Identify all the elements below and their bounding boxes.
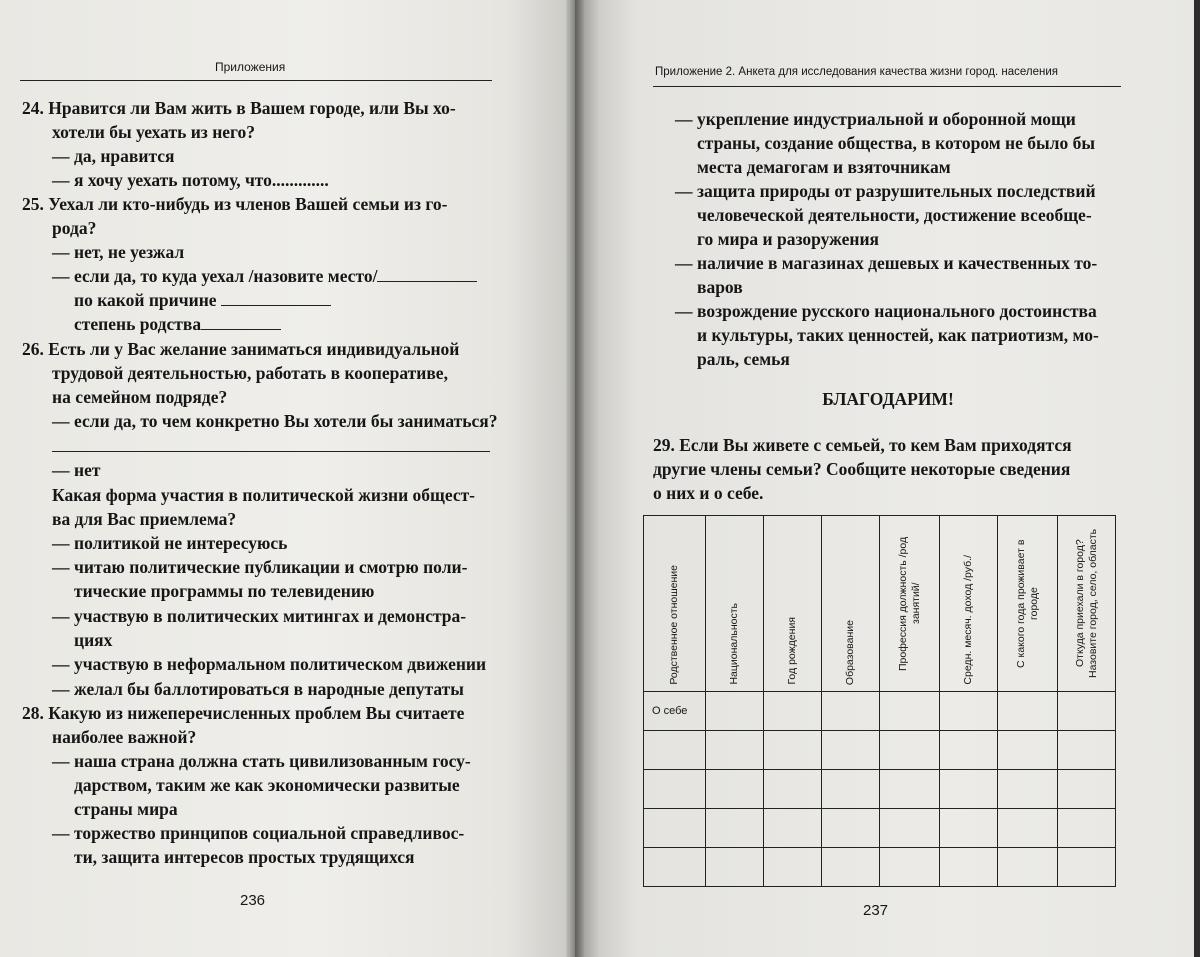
left-header-rule [20, 80, 492, 81]
header-origin: Откуда приехали в город? Назовите город, село, область [1058, 516, 1116, 692]
q26-line3: на семейном подряде? [52, 386, 227, 409]
table-row [644, 848, 1116, 887]
q29-line2: другие члены семьи? Сообщите некоторые сведения [653, 458, 1070, 481]
q28-option-6-cont2: раль, семья [697, 348, 790, 371]
q27-option-4: — участвую в неформальном политическом движении [52, 653, 486, 676]
q26-line1: 26. Есть ли у Вас желание заниматься индивидуальной [22, 338, 459, 361]
table-cell[interactable] [1058, 692, 1116, 731]
q28-option-6: — возрождение русского национального достоинства [675, 300, 1097, 323]
q24-line1: 24. Нравится ли Вам жить в Вашем городе, или Вы хо- [22, 97, 456, 120]
table-cell[interactable] [706, 770, 764, 809]
book-spread [0, 0, 1200, 957]
table-cell[interactable] [764, 848, 822, 887]
table-cell[interactable] [706, 731, 764, 770]
right-header-rule [653, 86, 1121, 87]
fill-blank-line[interactable] [221, 291, 331, 306]
q28-option-3-cont2: места демагогам и взяточникам [697, 156, 951, 179]
table-cell[interactable] [764, 770, 822, 809]
table-cell[interactable] [940, 770, 998, 809]
q28-line2: наиболее важной? [52, 726, 196, 749]
table-cell[interactable] [706, 809, 764, 848]
q25-option-where: — если да, то куда уехал /назовите место/ [52, 265, 477, 288]
table-cell[interactable] [940, 692, 998, 731]
answer-line[interactable] [52, 451, 490, 452]
table-row [644, 770, 1116, 809]
table-cell[interactable] [822, 809, 880, 848]
q25-relation: степень родства [74, 313, 281, 336]
q29-line3: о них и о себе. [653, 482, 763, 505]
table-cell[interactable] [764, 692, 822, 731]
table-cell[interactable] [644, 731, 706, 770]
header-birth-year: Год рождения [764, 516, 822, 692]
q28-option-1-cont: дарством, таким же как экономически развитые [74, 774, 460, 797]
q25-option-no: — нет, не уезжал [52, 241, 184, 264]
right-page-number: 237 [863, 902, 888, 919]
table-cell[interactable] [998, 731, 1058, 770]
q27-line2: ва для Вас приемлема? [52, 508, 236, 531]
left-page [0, 0, 575, 957]
q28-option-4: — защита природы от разрушительных последствий [675, 180, 1096, 203]
header-education: Образование [822, 516, 880, 692]
header-relation: Родственное отношение [644, 516, 706, 692]
q28-option-5-cont: варов [697, 276, 743, 299]
q28-option-4-cont: человеческой деятельности, достижение всеобще- [697, 204, 1092, 227]
q28-option-4-cont2: го мира и разоружения [697, 228, 879, 251]
q27-option-3-cont: циях [74, 629, 112, 652]
q24-option-leave: — я хочу уехать потому, что............. [52, 169, 329, 192]
q28-option-2-cont: ти, защита интересов простых трудящихся [74, 846, 415, 869]
table-cell[interactable] [880, 731, 940, 770]
q27-option-2-cont: тические программы по телевидению [74, 580, 374, 603]
table-cell[interactable] [940, 848, 998, 887]
table-cell[interactable] [822, 692, 880, 731]
header-nationality: Национальность [706, 516, 764, 692]
left-running-head: Приложения [215, 60, 285, 74]
right-page [575, 0, 1200, 957]
table-cell[interactable] [880, 809, 940, 848]
q24-line2: хотели бы уехать из него? [52, 121, 255, 144]
q27-line1: Какая форма участия в политической жизни общест- [52, 484, 475, 507]
q26-line2: трудовой деятельностью, работать в кооперативе, [52, 362, 448, 385]
page-edge [1194, 0, 1200, 957]
table-row [644, 692, 1116, 731]
q29-line1: 29. Если Вы живете с семьей, то кем Вам приходятся [653, 434, 1072, 457]
table-row [644, 731, 1116, 770]
table-cell[interactable] [998, 809, 1058, 848]
q28-option-1: — наша страна должна стать цивилизованным госу- [52, 750, 471, 773]
q26-option-yes: — если да, то чем конкретно Вы хотели бы заниматься? [52, 410, 498, 433]
q28-option-5: — наличие в магазинах дешевых и качественных то- [675, 252, 1097, 275]
book-gutter [566, 0, 584, 957]
q25-reason: по какой причине [74, 289, 331, 312]
table-cell[interactable] [998, 692, 1058, 731]
q28-option-1-cont2: страны мира [74, 798, 178, 821]
table-cell[interactable] [1058, 848, 1116, 887]
table-header-row [644, 516, 1116, 692]
table-row [644, 809, 1116, 848]
table-cell[interactable] [1058, 809, 1116, 848]
left-page-number: 236 [240, 892, 265, 909]
q26-option-no: — нет [52, 459, 100, 482]
table-cell[interactable] [644, 848, 706, 887]
table-cell[interactable] [1058, 731, 1116, 770]
header-profession: Профессия должность /род занятий/ [880, 516, 940, 692]
table-cell[interactable] [764, 809, 822, 848]
table-cell[interactable] [1058, 770, 1116, 809]
q27-option-3: — участвую в политических митингах и демонстра- [52, 605, 466, 628]
table-cell[interactable] [764, 731, 822, 770]
table-cell[interactable] [940, 809, 998, 848]
table-cell[interactable] [880, 770, 940, 809]
q27-option-2: — читаю политические публикации и смотрю поли- [52, 556, 467, 579]
table-cell[interactable] [644, 770, 706, 809]
q25-line1: 25. Уехал ли кто-нибудь из членов Вашей семьи из го- [22, 193, 447, 216]
fill-blank-line[interactable] [201, 315, 281, 330]
q27-option-5: — желал бы баллотироваться в народные депутаты [52, 678, 464, 701]
table-cell[interactable] [644, 809, 706, 848]
q25-line2: рода? [52, 217, 96, 240]
thanks-heading: БЛАГОДАРИМ! [655, 388, 1121, 411]
q28-option-3: — укрепление индустриальной и оборонной мощи [675, 108, 1076, 131]
header-income: Средн. месяч. доход /руб./ [940, 516, 998, 692]
q28-option-6-cont: и культуры, таких ценностей, как патриотизм, мо- [697, 324, 1099, 347]
family-info-table [643, 515, 1116, 887]
right-running-head: Приложение 2. Анкета для исследования качества жизни город. населения [655, 66, 1058, 78]
table-cell[interactable] [822, 770, 880, 809]
table-cell[interactable] [822, 848, 880, 887]
row-label-self: О себе [644, 692, 706, 731]
table-cell[interactable] [706, 848, 764, 887]
table-cell[interactable] [706, 692, 764, 731]
header-since-year: С какого года проживает в городе [998, 516, 1058, 692]
table-cell[interactable] [998, 770, 1058, 809]
fill-blank-line[interactable] [377, 267, 477, 282]
table-cell[interactable] [940, 731, 998, 770]
table-cell[interactable] [822, 731, 880, 770]
q28-option-2: — торжество принципов социальной справедливос- [52, 822, 464, 845]
q28-line1: 28. Какую из нижеперечисленных проблем Вы считаете [22, 702, 464, 725]
table-cell[interactable] [880, 848, 940, 887]
q28-option-3-cont: страны, создание общества, в котором не было бы [697, 132, 1095, 155]
table-cell[interactable] [998, 848, 1058, 887]
q24-option-yes: — да, нравится [52, 145, 175, 168]
table-cell[interactable] [880, 692, 940, 731]
q27-option-1: — политикой не интересуюсь [52, 532, 287, 555]
